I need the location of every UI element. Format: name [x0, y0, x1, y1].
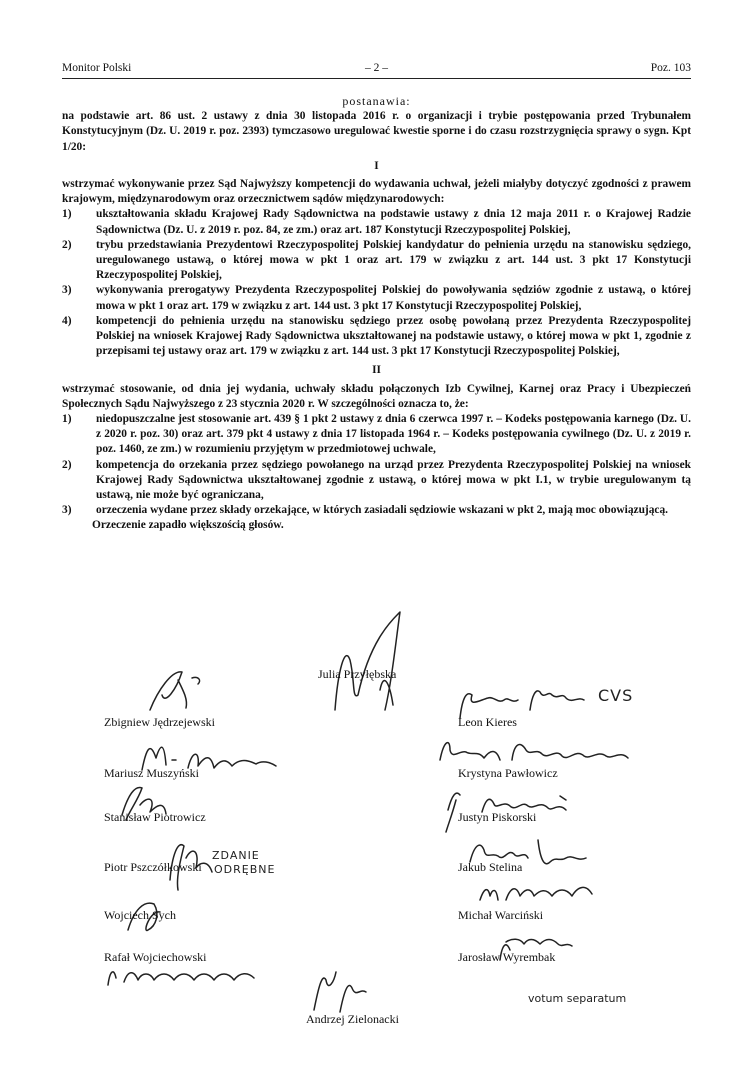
signature-block — [0, 600, 753, 1040]
item-number: 1) — [62, 413, 72, 426]
section-heading-2: II — [372, 364, 381, 377]
item-number: 4) — [62, 314, 72, 327]
item-text: niedopuszczalne jest stosowanie art. 439 § 1 pkt 2 ustawy z dnia 6 czerwca 1997 r. – Kodeks postępowania karnego (Dz. U. z 2020 r. poz. 30) oraz art. 379 pkt 4 ustawy z dnia 17 listopada 1964 r. – Kodeks postępowania cywilnego (Dz. U. z 2019 r. poz. 1460, ze zm.) w rozumieniu przyjętym w przedmiotowej uchwale, — [96, 413, 691, 456]
list-item — [62, 238, 691, 284]
item-number: 3) — [62, 284, 72, 297]
intro-paragraph: na podstawie art. 86 ust. 2 ustawy z dnia 30 listopada 2016 r. o organizacji i trybie postępowania przed Trybunałem Konstytucyjnym (Dz. U. 2019 r. poz. 2393) tymczasowo uregulować kwestie sporne i do czasu rozstrzygnięcia sprawy o sygn. Kpt 1/20: — [62, 110, 691, 153]
signatory-name: Leon Kieres — [458, 715, 517, 729]
document-body — [62, 94, 691, 534]
list-item — [62, 283, 691, 313]
handwritten-note: CVS — [598, 686, 634, 705]
section-1-lead: wstrzymać wykonywanie przez Sąd Najwyższy kompetencji do wydawania uchwał, jeżeli miałyby dotyczyć zgodności z prawem krajowym, międzynarodowym oraz orzecznictwem sądów międzynarodowych: — [62, 178, 691, 206]
item-text: ukształtowania składu Krajowej Rady Sądownictwa na podstawie ustawy z dnia 12 maja 2011 r. o Krajowej Radzie Sądownictwa (Dz. U. z 2019 r. poz. 84, ze zm.) oraz art. 187 Konstytucji Rzeczypospolitej Polskiej, — [96, 208, 691, 236]
item-number: 1) — [62, 208, 72, 221]
signatory-name: Jarosław Wyrembak — [458, 950, 556, 964]
item-text: kompetencja do orzekania przez sędziego powołanego na urząd przez Prezydenta Rzeczypospolitej Polskiej na wniosek Krajowej Rady Sądownictwa ukształtowanej zgodnie z ustawą, o której mowa w pkt I.1, w trybie uregulowanym tą ustawą, nie może być ograniczana, — [96, 458, 691, 502]
item-text: kompetencji do pełnienia urzędu na stanowisku sędziego przez osobę powołaną przez Prezydenta Rzeczypospolitej Polskiej na wniosek Krajowej Rady Sądownictwa ukształtowanej na podstawie ustawy, o której mowa w pkt 1, zgodnie z przepisami tej ustawy oraz art. 179 w związku z art. 144 ust. 3 pkt 17 Konstytucji Rzeczypospolitej Polskiej, — [96, 314, 691, 358]
item-number: 2) — [62, 458, 72, 471]
item-text: wykonywania prerogatywy Prezydenta Rzeczypospolitej Polskiej do powoływania sędziów zgodnie z ustawą, o której mowa w pkt 1 oraz art. 179 w związku z art. 144 ust. 3 pkt 17 Konstytucji Rzeczypospolitej Polskiej, — [96, 284, 691, 312]
section-heading-1: I — [374, 159, 379, 172]
signature-wojciechowski — [108, 972, 254, 985]
position-number: Poz. 103 — [650, 62, 691, 74]
signatory-name: Rafał Wojciechowski — [104, 950, 207, 964]
list-item — [62, 458, 691, 504]
item-number: 3) — [62, 504, 72, 517]
signatory-name: Stanisław Piotrowicz — [104, 810, 206, 824]
handwritten-note: ZDANIE — [212, 849, 260, 862]
list-item — [62, 412, 691, 458]
signature-pawlowicz — [440, 743, 628, 760]
signature-warcinski — [480, 887, 592, 900]
signature-jedrzejewski — [150, 672, 200, 710]
list-item — [62, 503, 691, 518]
list-item — [62, 314, 691, 360]
signatory-name: Justyn Piskorski — [458, 810, 537, 824]
signatory-name: Krystyna Pawłowicz — [458, 766, 558, 780]
signatory-name: Michał Warciński — [458, 908, 544, 922]
handwritten-note: votum separatum — [528, 992, 627, 1005]
item-text: orzeczenia wydane przez składy orzekające, w których zasiadali sędziowie wskazani w pkt 2, mają moc obowiązującą. — [96, 504, 668, 517]
signature-zielonacki — [314, 972, 366, 1012]
page-number: – 2 – — [365, 62, 388, 74]
list-item — [62, 207, 691, 237]
journal-name: Monitor Polski — [62, 62, 132, 74]
signatory-name: Piotr Pszczółkowski — [104, 860, 202, 874]
signatory-name: Andrzej Zielonacki — [306, 1012, 399, 1026]
signatory-name: Mariusz Muszyński — [104, 766, 199, 780]
signatory-name: Zbigniew Jędrzejewski — [104, 715, 215, 729]
signature-przylebska — [335, 612, 400, 710]
section-2-lead: wstrzymać stosowanie, od dnia jej wydania, uchwały składu połączonych Izb Cywilnej, Karnej oraz Pracy i Ubezpieczeń Społecznych Sądu Najwyższego z 23 stycznia 2020 r. W szczególności oznacza to, że: — [62, 382, 691, 410]
closing-statement: Orzeczenie zapadło większością głosów. — [92, 519, 284, 532]
handwritten-note: ODRĘBNE — [214, 863, 276, 876]
item-number: 2) — [62, 238, 72, 251]
signatory-name: Wojciech Sych — [104, 908, 177, 922]
decision-title: postanawia: — [342, 94, 411, 108]
signature-kieres — [460, 691, 584, 718]
item-text: trybu przedstawiania Prezydentowi Rzeczypospolitej Polskiej kandydatur do pełnienia urzędu na stanowisku sędziego, uregulowanego ustawą, o której mowa w pkt 1 oraz art. 179 w związku z art. 144 ust. 3 pkt 17 Konstytucji Rzeczypospolitej Polskiej, — [96, 238, 691, 282]
header-rule — [62, 78, 691, 79]
running-header — [62, 62, 691, 78]
signatory-name: Jakub Stelina — [458, 860, 523, 874]
signatory-name: Julia Przyłębska — [318, 667, 397, 681]
